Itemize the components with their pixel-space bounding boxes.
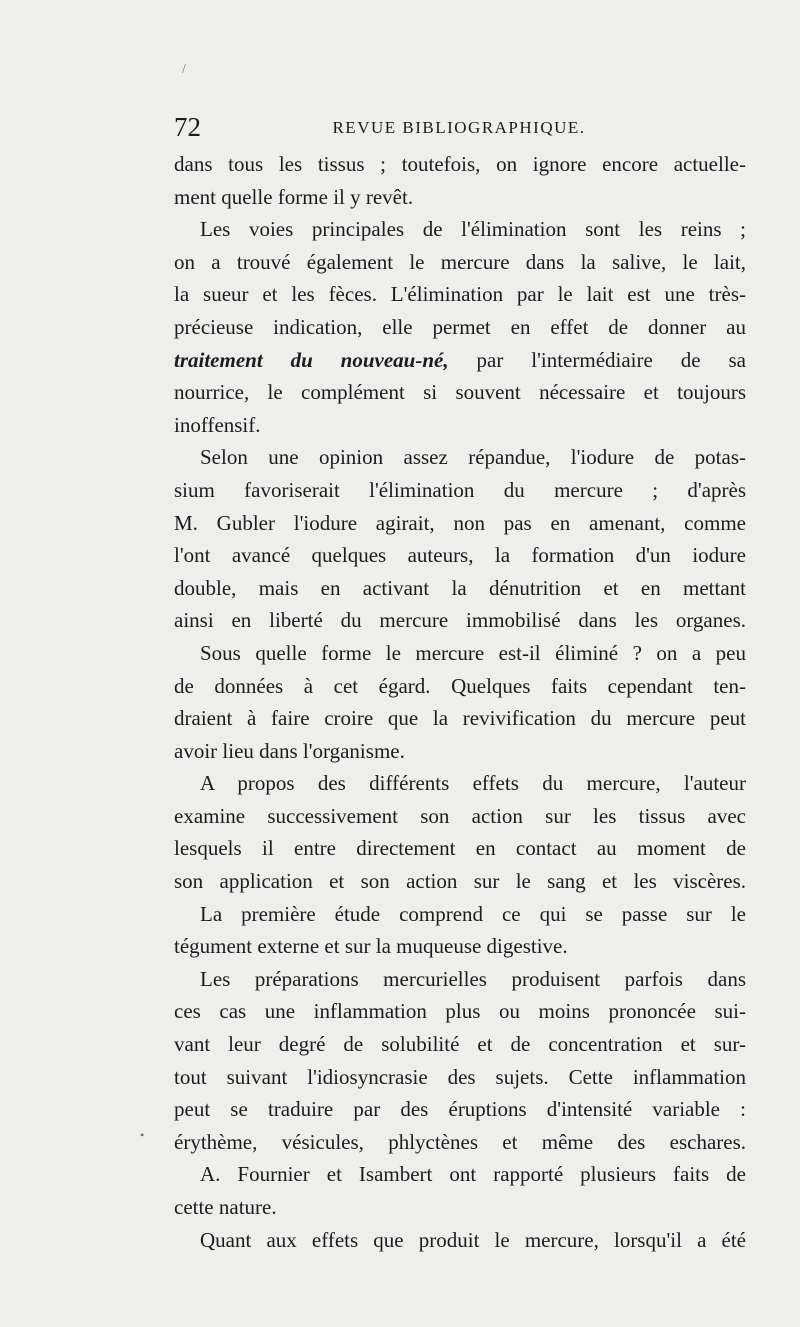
text-line: de données à cet égard. Quelques faits cependant ten-	[174, 673, 746, 698]
text-line: dans tous les tissus ; toutefois, on ignore encore actuelle-	[174, 152, 746, 176]
text-line: Les voies principales de l'élimination sont les reins ;	[200, 217, 746, 242]
italic-emphasis: traitement du nouveau-né,	[174, 347, 449, 372]
page-number: 72	[174, 112, 201, 142]
text-line: examine successivement son action sur les tissus avec	[174, 803, 746, 828]
page-header	[174, 112, 744, 142]
text-line: ces cas une inflammation plus ou moins prononcée sui-	[174, 999, 746, 1024]
running-title: REVUE BIBLIOGRAPHIQUE.	[332, 118, 586, 137]
text-line: Quant aux effets que produit le mercure, lorsqu'il a été	[200, 1227, 746, 1252]
text-line: Sous quelle forme le mercure est-il éliminé ? on a peu	[200, 640, 746, 665]
text-line: tout suivant l'idiosyncrasie des sujets. Cette inflammation	[174, 1064, 746, 1089]
text-line: M. Gubler l'iodure agirait, non pas en amenant, comme	[174, 510, 746, 535]
text-line: érythème, vésicules, phlyctènes et même des eschares.	[174, 1129, 746, 1154]
text-line: lesquels il entre directement en contact au moment de	[174, 836, 746, 861]
text-line: La première étude comprend ce qui se passe sur le	[200, 901, 746, 926]
text-line	[174, 344, 746, 377]
text-line: ainsi en liberté du mercure immobilisé dans les organes.	[174, 608, 746, 633]
text-line: peut se traduire par des éruptions d'intensité variable :	[174, 1097, 746, 1122]
text-line: sium favoriserait l'élimination du mercure ; d'après	[174, 477, 746, 502]
text-line: vant leur degré de solubilité et de concentration et sur-	[174, 1032, 746, 1057]
text-line: cette nature.	[174, 1195, 277, 1219]
text-line: A propos des différents effets du mercure, l'auteur	[200, 771, 746, 796]
text-line: on a trouvé également le mercure dans la salive, le lait,	[174, 249, 746, 274]
body-text	[174, 148, 746, 1256]
text-segment: par l'intermédiaire de sa	[448, 347, 746, 372]
text-line: nourrice, le complément si souvent nécessaire et toujours	[174, 380, 746, 405]
text-line: A. Fournier et Isambert ont rapporté plusieurs faits de	[200, 1162, 746, 1187]
text-line: avoir lieu dans l'organisme.	[174, 738, 405, 763]
text-line: précieuse indication, elle permet en effet de donner au	[174, 314, 746, 339]
text-line: l'ont avancé quelques auteurs, la formation d'un iodure	[174, 543, 746, 568]
text-line: ment quelle forme il y revêt.	[174, 184, 414, 209]
text-line: draient à faire croire que la revivification du mercure peut	[174, 706, 746, 731]
text-line: Selon une opinion assez répandue, l'iodure de potas-	[200, 445, 746, 470]
text-line: double, mais en activant la dénutrition et en mettant	[174, 575, 746, 600]
text-line: Les préparations mercurielles produisent parfois dans	[200, 966, 746, 991]
margin-bullet: •	[140, 1128, 145, 1142]
text-line: son application et son action sur le sang et les viscères.	[174, 869, 746, 894]
text-line: inoffensif.	[174, 412, 261, 437]
stray-pencil-mark: /	[182, 62, 186, 77]
text-line: la sueur et les fèces. L'élimination par le lait est une très-	[174, 282, 746, 307]
text-line: tégument externe et sur la muqueuse digestive.	[174, 934, 568, 959]
